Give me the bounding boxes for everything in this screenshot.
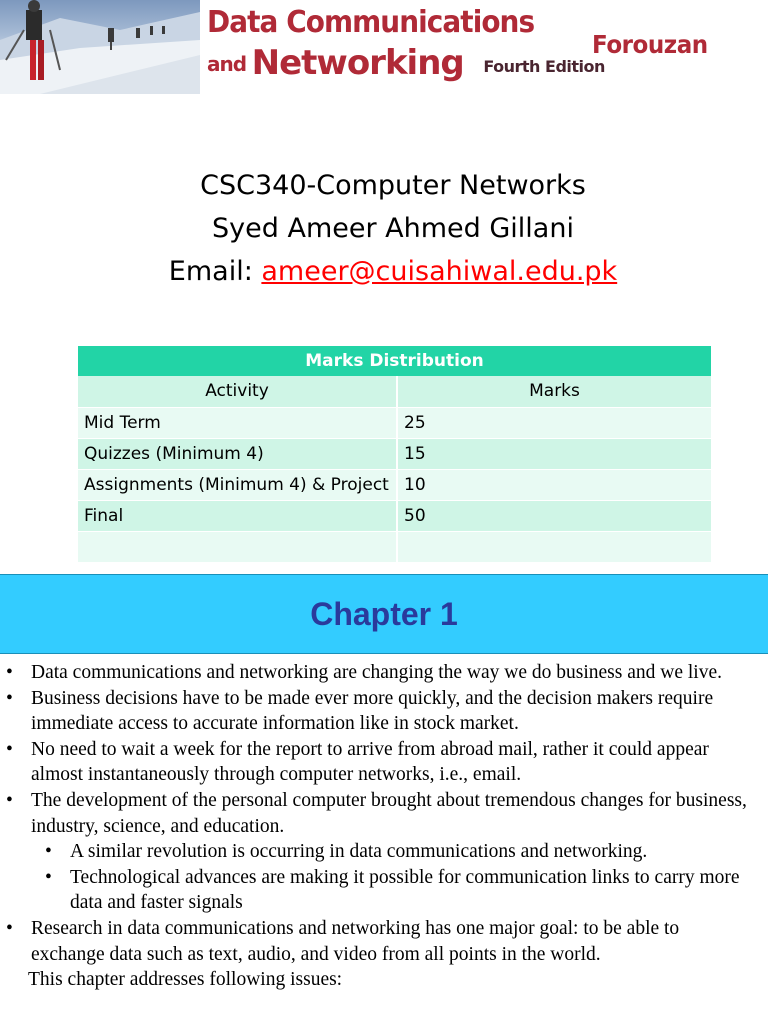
book-author: Forouzan	[592, 30, 708, 59]
bullet-icon: •	[6, 789, 13, 811]
table-row-empty	[78, 531, 711, 562]
table-title: Marks Distribution	[78, 346, 711, 376]
marks-cell: 15	[397, 438, 711, 469]
bullet-icon: •	[45, 866, 52, 888]
table-row	[78, 500, 711, 531]
bullet-icon: •	[6, 662, 13, 683]
email-line	[0, 250, 768, 293]
book-edition: Fourth Edition	[483, 57, 605, 76]
activity-cell: Assignments (Minimum 4) & Project	[78, 469, 397, 500]
sub-list-item	[0, 865, 768, 916]
activity-cell: Mid Term	[78, 407, 397, 438]
course-info	[0, 164, 768, 293]
list-item	[0, 660, 768, 686]
email-label: Email:	[168, 256, 262, 287]
table-row	[78, 438, 711, 469]
chapter-title: Chapter 1	[310, 595, 458, 632]
marks-cell: 50	[397, 500, 711, 531]
bullet-text: Business decisions have to be made ever more quickly, and the decision makers require immediate access to accurate information like in stock market.	[31, 687, 714, 735]
book-title-and: and	[207, 52, 247, 76]
bullet-text: Data communications and networking are changing the way we do business and we live.	[31, 662, 722, 683]
mountaineers-photo	[0, 0, 200, 94]
book-title	[207, 5, 605, 83]
table-row	[78, 469, 711, 500]
book-title-line1: Data Communications	[207, 5, 535, 40]
list-item	[0, 686, 768, 737]
activity-cell: Final	[78, 500, 397, 531]
bullet-text: No need to wait a week for the report to arrive from abroad mail, rather it could appear almost instantaneously through computer networks, i.e., email.	[31, 738, 709, 786]
section-intro-text: This chapter addresses following issues:	[28, 969, 343, 991]
course-title: CSC340-Computer Networks	[200, 170, 586, 201]
chapter-banner	[0, 574, 768, 654]
book-title-networking: Networking	[251, 43, 464, 83]
bullet-text: Technological advances are making it possible for communication links to carry more data and faster signals	[70, 866, 740, 914]
bullet-icon: •	[45, 841, 52, 863]
marks-cell: 25	[397, 407, 711, 438]
book-header-banner	[0, 0, 768, 94]
table-row	[78, 407, 711, 438]
bullet-text: The development of the personal computer brought about tremendous changes for business, industry, science, and education.	[31, 789, 747, 837]
marks-cell	[397, 531, 711, 562]
chapter-bullet-list	[0, 660, 768, 993]
email-link[interactable]: ameer@cuisahiwal.edu.pk	[261, 256, 618, 287]
marks-cell: 10	[397, 469, 711, 500]
marks-distribution-table	[78, 346, 711, 563]
activity-cell	[78, 531, 397, 562]
bullet-text: Research in data communications and networking has one major goal: to be able to exchange data such as text, audio, and video from all points in the world.	[31, 917, 680, 965]
bullet-text: A similar revolution is occurring in data communications and networking.	[70, 841, 648, 863]
bullet-icon: •	[6, 917, 13, 939]
instructor-name: Syed Ameer Ahmed Gillani	[212, 213, 574, 244]
list-item	[0, 737, 768, 788]
sub-list-item	[0, 839, 768, 865]
list-item	[0, 916, 768, 967]
activity-cell: Quizzes (Minimum 4)	[78, 438, 397, 469]
column-header-activity: Activity	[78, 376, 397, 407]
bullet-icon: •	[6, 687, 13, 709]
column-header-marks: Marks	[397, 376, 711, 407]
bullet-icon: •	[6, 738, 13, 760]
list-item	[0, 788, 768, 839]
